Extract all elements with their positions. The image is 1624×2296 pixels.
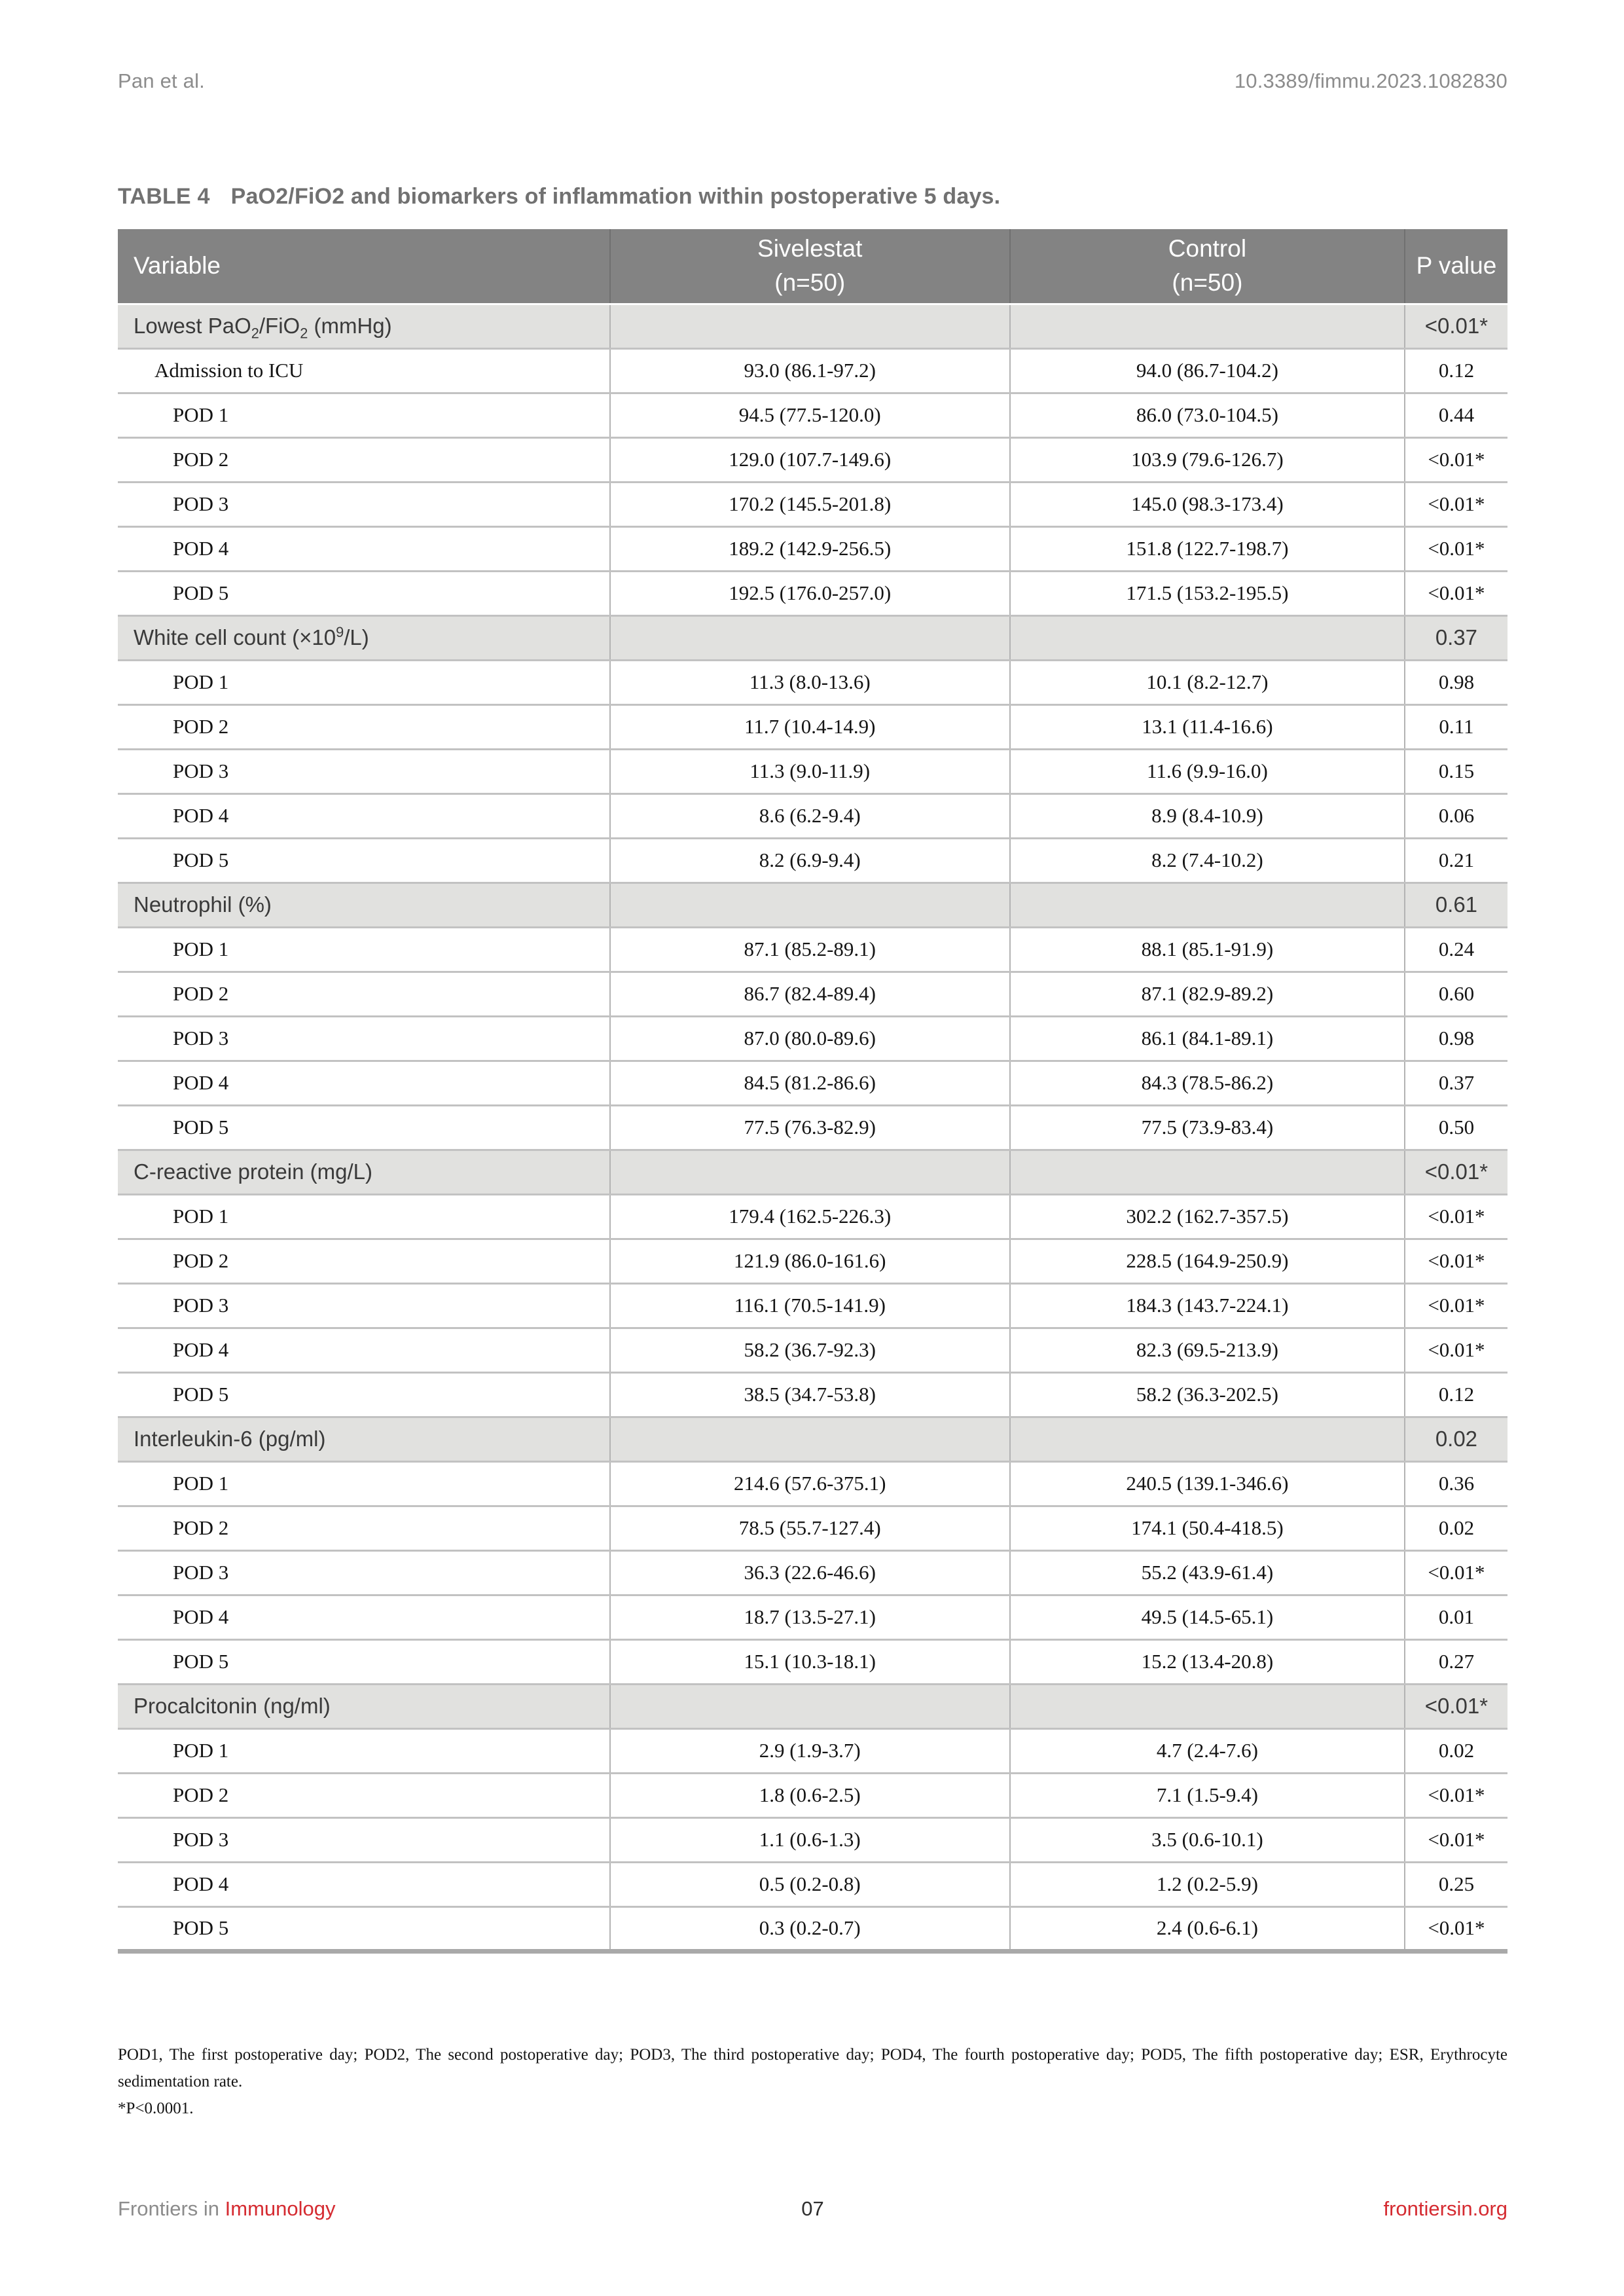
section-control-cell <box>1010 615 1405 660</box>
row-label: POD 2 <box>173 982 229 1005</box>
sivelestat-value: 1.8 (0.6-2.5) <box>610 1773 1010 1817</box>
table-row <box>118 838 1507 883</box>
control-value: 145.0 (98.3-173.4) <box>1010 482 1405 526</box>
section-row <box>118 883 1507 927</box>
table-row <box>118 1550 1507 1595</box>
control-value: 82.3 (69.5-213.9) <box>1010 1328 1405 1372</box>
section-label: Procalcitonin (ng/ml) <box>118 1684 610 1728</box>
control-value: 7.1 (1.5-9.4) <box>1010 1773 1405 1817</box>
sivelestat-value: 87.1 (85.2-89.1) <box>610 927 1010 972</box>
col-header-control-title: Control <box>1168 235 1247 263</box>
section-sivelestat-cell <box>610 615 1010 660</box>
section-control-cell <box>1010 1417 1405 1461</box>
running-author: Pan et al. <box>118 69 205 92</box>
row-label: POD 3 <box>173 1027 229 1049</box>
sivelestat-value: 8.2 (6.9-9.4) <box>610 838 1010 883</box>
control-value: 4.7 (2.4-7.6) <box>1010 1728 1405 1773</box>
sivelestat-value: 11.7 (10.4-14.9) <box>610 704 1010 749</box>
section-sivelestat-cell <box>610 1684 1010 1728</box>
section-p-value: 0.61 <box>1405 883 1507 927</box>
p-value: <0.01* <box>1405 1328 1507 1372</box>
row-label: POD 5 <box>173 1650 229 1673</box>
sivelestat-value: 84.5 (81.2-86.6) <box>610 1061 1010 1105</box>
table-row <box>118 927 1507 972</box>
row-label: POD 3 <box>173 1561 229 1584</box>
site-link: frontiersin.org <box>1383 2197 1507 2220</box>
sivelestat-value: 94.5 (77.5-120.0) <box>610 393 1010 437</box>
col-header-variable: Variable <box>134 252 221 280</box>
section-sivelestat-cell <box>610 304 1010 348</box>
row-label: POD 2 <box>173 1783 229 1806</box>
row-label: POD 5 <box>173 581 229 604</box>
sivelestat-value: 15.1 (10.3-18.1) <box>610 1639 1010 1684</box>
section-p-value: <0.01* <box>1405 1684 1507 1728</box>
p-value: 0.12 <box>1405 348 1507 393</box>
row-label: POD 1 <box>173 1205 229 1228</box>
row-label: POD 3 <box>173 759 229 782</box>
control-value: 84.3 (78.5-86.2) <box>1010 1061 1405 1105</box>
sivelestat-value: 2.9 (1.9-3.7) <box>610 1728 1010 1773</box>
table-row <box>118 1461 1507 1506</box>
row-label: POD 2 <box>173 448 229 471</box>
row-label: POD 2 <box>173 1516 229 1539</box>
control-value: 87.1 (82.9-89.2) <box>1010 972 1405 1016</box>
journal-name: Immunology <box>225 2197 336 2220</box>
p-value: 0.44 <box>1405 393 1507 437</box>
col-header-sivelestat-title: Sivelestat <box>757 235 863 263</box>
sivelestat-value: 0.3 (0.2-0.7) <box>610 1906 1010 1951</box>
sivelestat-value: 8.6 (6.2-9.4) <box>610 793 1010 838</box>
col-header-control-n: (n=50) <box>1172 269 1243 297</box>
results-table <box>118 229 1507 1954</box>
control-value: 240.5 (139.1-346.6) <box>1010 1461 1405 1506</box>
row-label: POD 3 <box>173 1828 229 1851</box>
row-label: Admission to ICU <box>154 359 304 382</box>
table-row <box>118 1817 1507 1862</box>
p-value: 0.37 <box>1405 1061 1507 1105</box>
control-value: 174.1 (50.4-418.5) <box>1010 1506 1405 1550</box>
control-value: 171.5 (153.2-195.5) <box>1010 571 1405 615</box>
control-value: 1.2 (0.2-5.9) <box>1010 1862 1405 1906</box>
section-sivelestat-cell <box>610 1417 1010 1461</box>
control-value: 15.2 (13.4-20.8) <box>1010 1639 1405 1684</box>
table-row <box>118 1328 1507 1372</box>
col-header-sivelestat <box>610 229 1010 304</box>
sivelestat-value: 129.0 (107.7-149.6) <box>610 437 1010 482</box>
sivelestat-value: 36.3 (22.6-46.6) <box>610 1550 1010 1595</box>
running-head <box>118 69 1507 93</box>
header-row <box>118 229 1507 304</box>
table-row <box>118 1639 1507 1684</box>
row-label: POD 3 <box>173 1294 229 1317</box>
control-value: 103.9 (79.6-126.7) <box>1010 437 1405 482</box>
p-value: 0.36 <box>1405 1461 1507 1506</box>
table-label: TABLE 4 <box>118 184 210 209</box>
p-value: 0.60 <box>1405 972 1507 1016</box>
section-row <box>118 615 1507 660</box>
row-label: POD 4 <box>173 1338 229 1361</box>
section-control-cell <box>1010 883 1405 927</box>
sivelestat-value: 214.6 (57.6-375.1) <box>610 1461 1010 1506</box>
p-value: <0.01* <box>1405 571 1507 615</box>
control-value: 2.4 (0.6-6.1) <box>1010 1906 1405 1951</box>
table-row <box>118 571 1507 615</box>
table-row <box>118 1283 1507 1328</box>
control-value: 77.5 (73.9-83.4) <box>1010 1105 1405 1150</box>
control-value: 151.8 (122.7-198.7) <box>1010 526 1405 571</box>
section-label: Neutrophil (%) <box>118 883 610 927</box>
sivelestat-value: 87.0 (80.0-89.6) <box>610 1016 1010 1061</box>
p-value: <0.01* <box>1405 1550 1507 1595</box>
table-row <box>118 1728 1507 1773</box>
table-caption-block <box>118 184 1507 210</box>
p-value: <0.01* <box>1405 1773 1507 1817</box>
control-value: 58.2 (36.3-202.5) <box>1010 1372 1405 1417</box>
p-value: <0.01* <box>1405 1239 1507 1283</box>
control-value: 11.6 (9.9-16.0) <box>1010 749 1405 793</box>
table-row <box>118 749 1507 793</box>
footnotes <box>118 2041 1507 2122</box>
row-label: POD 1 <box>173 1739 229 1762</box>
page-number: 07 <box>801 2197 824 2220</box>
control-value: 10.1 (8.2-12.7) <box>1010 660 1405 704</box>
row-label: POD 5 <box>173 1383 229 1406</box>
sivelestat-value: 192.5 (176.0-257.0) <box>610 571 1010 615</box>
table-row <box>118 1372 1507 1417</box>
row-label: POD 1 <box>173 1472 229 1495</box>
sivelestat-value: 116.1 (70.5-141.9) <box>610 1283 1010 1328</box>
sivelestat-value: 58.2 (36.7-92.3) <box>610 1328 1010 1372</box>
section-control-cell <box>1010 304 1405 348</box>
row-label: POD 1 <box>173 670 229 693</box>
sivelestat-value: 0.5 (0.2-0.8) <box>610 1862 1010 1906</box>
p-value: <0.01* <box>1405 1283 1507 1328</box>
table-row <box>118 1862 1507 1906</box>
control-value: 55.2 (43.9-61.4) <box>1010 1550 1405 1595</box>
table-row <box>118 1061 1507 1105</box>
journal-prefix: Frontiers in <box>118 2197 220 2220</box>
p-value: <0.01* <box>1405 1817 1507 1862</box>
p-value: 0.06 <box>1405 793 1507 838</box>
col-header-pvalue: P value <box>1405 229 1507 304</box>
section-control-cell <box>1010 1684 1405 1728</box>
section-p-value: <0.01* <box>1405 304 1507 348</box>
table-row <box>118 526 1507 571</box>
sivelestat-value: 93.0 (86.1-97.2) <box>610 348 1010 393</box>
p-value: 0.02 <box>1405 1506 1507 1550</box>
sivelestat-value: 121.9 (86.0-161.6) <box>610 1239 1010 1283</box>
table-row <box>118 704 1507 749</box>
p-value: 0.21 <box>1405 838 1507 883</box>
sivelestat-value: 86.7 (82.4-89.4) <box>610 972 1010 1016</box>
section-control-cell <box>1010 1150 1405 1194</box>
p-value: 0.11 <box>1405 704 1507 749</box>
col-header-sivelestat-n: (n=50) <box>774 269 846 297</box>
p-value: <0.01* <box>1405 526 1507 571</box>
p-value: 0.98 <box>1405 1016 1507 1061</box>
control-value: 88.1 (85.1-91.9) <box>1010 927 1405 972</box>
table-caption: PaO2/FiO2 and biomarkers of inflammation within postoperative 5 days. <box>230 184 1001 209</box>
sivelestat-value: 77.5 (76.3-82.9) <box>610 1105 1010 1150</box>
table-header <box>118 229 1507 304</box>
col-header-control <box>1010 229 1405 304</box>
sivelestat-value: 11.3 (9.0-11.9) <box>610 749 1010 793</box>
section-label: C-reactive protein (mg/L) <box>118 1150 610 1194</box>
section-label: Lowest PaO$_2$/FiO$_2$ (mmHg) <box>118 304 610 348</box>
row-label: POD 2 <box>173 1249 229 1272</box>
section-label: White cell count $(\times 10^9/L)$ <box>118 615 610 660</box>
control-value: 8.2 (7.4-10.2) <box>1010 838 1405 883</box>
section-label: Interleukin-6 (pg/ml) <box>118 1417 610 1461</box>
table-row <box>118 972 1507 1016</box>
control-value: 86.1 (84.1-89.1) <box>1010 1016 1405 1061</box>
row-label: POD 4 <box>173 1872 229 1895</box>
table-body <box>118 304 1507 1951</box>
row-label: POD 4 <box>173 1071 229 1094</box>
table-row <box>118 348 1507 393</box>
table-row <box>118 793 1507 838</box>
p-value: 0.25 <box>1405 1862 1507 1906</box>
p-value: <0.01* <box>1405 1194 1507 1239</box>
table-row <box>118 1016 1507 1061</box>
row-label: POD 5 <box>173 848 229 871</box>
p-value: 0.50 <box>1405 1105 1507 1150</box>
table-row <box>118 1105 1507 1150</box>
section-row <box>118 1417 1507 1461</box>
control-value: 86.0 (73.0-104.5) <box>1010 393 1405 437</box>
p-value: 0.24 <box>1405 927 1507 972</box>
sivelestat-value: 170.2 (145.5-201.8) <box>610 482 1010 526</box>
row-label: POD 1 <box>173 403 229 426</box>
control-value: 49.5 (14.5-65.1) <box>1010 1595 1405 1639</box>
table-row <box>118 393 1507 437</box>
p-value: 0.27 <box>1405 1639 1507 1684</box>
sivelestat-value: 38.5 (34.7-53.8) <box>610 1372 1010 1417</box>
row-label: POD 2 <box>173 715 229 738</box>
doi: 10.3389/fimmu.2023.1082830 <box>1234 69 1507 92</box>
table-row <box>118 482 1507 526</box>
table-row <box>118 660 1507 704</box>
p-value: <0.01* <box>1405 1906 1507 1951</box>
footnote-significance: *P<0.0001. <box>118 2100 194 2117</box>
row-label: POD 4 <box>173 804 229 827</box>
section-row <box>118 1684 1507 1728</box>
section-sivelestat-cell <box>610 1150 1010 1194</box>
p-value: 0.12 <box>1405 1372 1507 1417</box>
section-sivelestat-cell <box>610 883 1010 927</box>
table-row <box>118 1506 1507 1550</box>
sivelestat-value: 179.4 (162.5-226.3) <box>610 1194 1010 1239</box>
footnote-abbreviations: POD1, The first postoperative day; POD2, The second postoperative day; POD3, The third postoperative day; POD4, The fourth postoperative day; POD5, The fifth postoperative day; ESR, Erythrocyte sedimentation rate. <box>118 2046 1507 2090</box>
control-value: 94.0 (86.7-104.2) <box>1010 348 1405 393</box>
section-p-value: 0.02 <box>1405 1417 1507 1461</box>
sivelestat-value: 189.2 (142.9-256.5) <box>610 526 1010 571</box>
p-value: 0.01 <box>1405 1595 1507 1639</box>
page-footer <box>118 2197 1507 2223</box>
table-row <box>118 1906 1507 1951</box>
control-value: 13.1 (11.4-16.6) <box>1010 704 1405 749</box>
section-p-value: <0.01* <box>1405 1150 1507 1194</box>
row-label: POD 1 <box>173 938 229 960</box>
control-value: 302.2 (162.7-357.5) <box>1010 1194 1405 1239</box>
control-value: 3.5 (0.6-10.1) <box>1010 1817 1405 1862</box>
section-row <box>118 304 1507 348</box>
row-label: POD 5 <box>173 1116 229 1139</box>
table-row <box>118 1194 1507 1239</box>
row-label: POD 4 <box>173 537 229 560</box>
row-label: POD 3 <box>173 492 229 515</box>
control-value: 184.3 (143.7-224.1) <box>1010 1283 1405 1328</box>
sivelestat-value: 1.1 (0.6-1.3) <box>610 1817 1010 1862</box>
table-row <box>118 1595 1507 1639</box>
p-value: <0.01* <box>1405 437 1507 482</box>
table-row <box>118 1773 1507 1817</box>
sivelestat-value: 11.3 (8.0-13.6) <box>610 660 1010 704</box>
row-label: POD 4 <box>173 1605 229 1628</box>
p-value: 0.98 <box>1405 660 1507 704</box>
section-row <box>118 1150 1507 1194</box>
row-label: POD 5 <box>173 1916 229 1939</box>
sivelestat-value: 78.5 (55.7-127.4) <box>610 1506 1010 1550</box>
p-value: 0.15 <box>1405 749 1507 793</box>
table-row <box>118 1239 1507 1283</box>
table-row <box>118 437 1507 482</box>
control-value: 8.9 (8.4-10.9) <box>1010 793 1405 838</box>
sivelestat-value: 18.7 (13.5-27.1) <box>610 1595 1010 1639</box>
section-p-value: 0.37 <box>1405 615 1507 660</box>
p-value: 0.02 <box>1405 1728 1507 1773</box>
p-value: <0.01* <box>1405 482 1507 526</box>
control-value: 228.5 (164.9-250.9) <box>1010 1239 1405 1283</box>
